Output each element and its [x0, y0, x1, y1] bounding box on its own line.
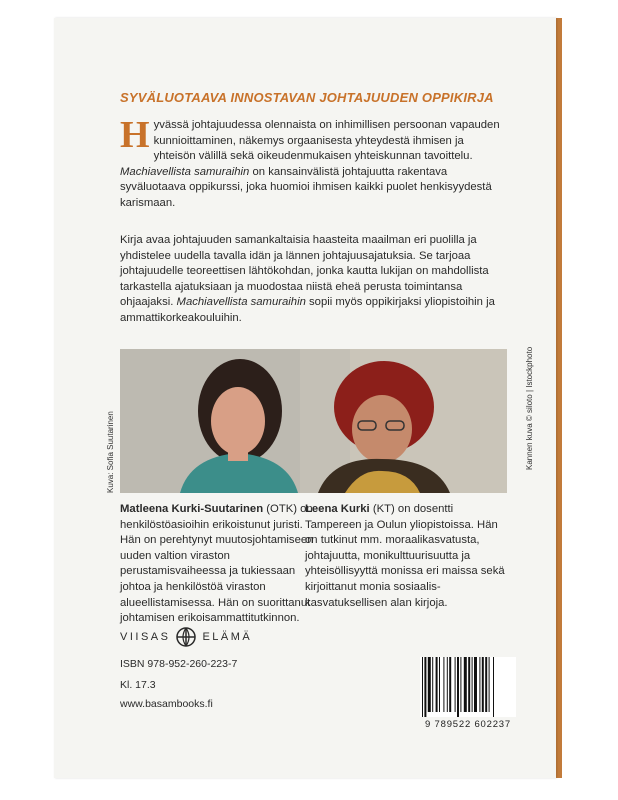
- publisher-name-right: ELÄMÄ: [202, 631, 253, 643]
- author-bio-left: [120, 502, 325, 627]
- authors-photo: [120, 349, 507, 493]
- author-name-left: Matleena Kurki-Suutarinen: [120, 503, 264, 515]
- book-spine-edge: [556, 18, 562, 778]
- publisher-logo: [120, 627, 252, 647]
- cover-image-credit: Kannen kuva © siloto | Istockphoto: [525, 346, 534, 470]
- book-title-italic-2: Machiavellista samuraihin: [176, 296, 306, 309]
- barcode-icon: [420, 657, 516, 717]
- author-name-right: Leena Kurki: [305, 503, 370, 515]
- intro-lead: yvässä johtajuudessa olennaista on inhimillisen persoonan vapauden kunnioittaminen, näkemys orgaanisesta yhteydestä ihmisen ja yhteisön välillä sekä oikeudenmukaisen yhteiskunnan tavoittelu.: [153, 119, 500, 163]
- publisher-name-left: VIISAS: [120, 631, 171, 643]
- body-paragraph: [120, 233, 500, 327]
- authors-photo-illustration: [120, 349, 507, 493]
- publisher-logo-icon: [176, 627, 196, 647]
- classification: Kl. 17.3: [120, 679, 156, 691]
- intro-rest: on kansainvälistä johtajuutta rakentava syväluotaava oppikurssi, joka huomioi ihmisen kaikki puolet henkisyydestä karismaan.: [120, 165, 492, 209]
- author-bio-right-text: (KT) on dosentti Tampereen ja Oulun yliopistoissa. Hän on tutkinut mm. moraalikasvatusta, johtajuutta, monikulttuurisuutta ja yhteisöllisyyttä monissa eri maissa sekä kirjoittanut monia sosiaalis-kasvatuksellisen alan kirjoja.: [305, 503, 505, 609]
- barcode-digits: 9 789522 602237: [425, 719, 511, 730]
- body-text-b: sopii myös oppikirjaksi yliopistoihin ja ammattikorkeakouluihin.: [120, 296, 495, 324]
- website-link[interactable]: www.basambooks.fi: [120, 698, 213, 710]
- drop-cap: H: [120, 114, 150, 156]
- intro-paragraph: [120, 114, 500, 212]
- book-title-italic: Machiavellista samuraihin: [120, 165, 250, 178]
- isbn: ISBN 978-952-260-223-7: [120, 658, 238, 670]
- author-bio-right: [305, 502, 505, 611]
- body-text-a: Kirja avaa johtajuuden samankaltaisia haasteita maailman eri puolilla ja yhdistelee uudella tavalla idän ja lännen johtajuusajatuksia. Se tarjoaa johtajuudelle teoreettisen lähtökohdan, jonka kautta lukijan on mahdollista tarkastella ajatuksiaan ja muodostaa niistä eheä perusta toimintansa ohjaajaksi.: [120, 234, 489, 309]
- photo-credit: Kuva: Sofia Suutarinen: [106, 411, 115, 493]
- headline: SYVÄLUOTAAVA INNOSTAVAN JOHTAJUUDEN OPPIKIRJA: [120, 90, 494, 105]
- author-bio-left-text: (OTK) on henkilöstöasioihin erikoistunut juristi. Hän on perehtynyt muutosjohtamiseen uuden valtion viraston perustamisvaiheessa ja tukiessaan johtoa ja henkilöstöä viraston alueellistamisessa. Hän on suorittanut johtamisen erikoisammattitutkinnon.: [120, 503, 314, 625]
- barcode: [420, 657, 516, 717]
